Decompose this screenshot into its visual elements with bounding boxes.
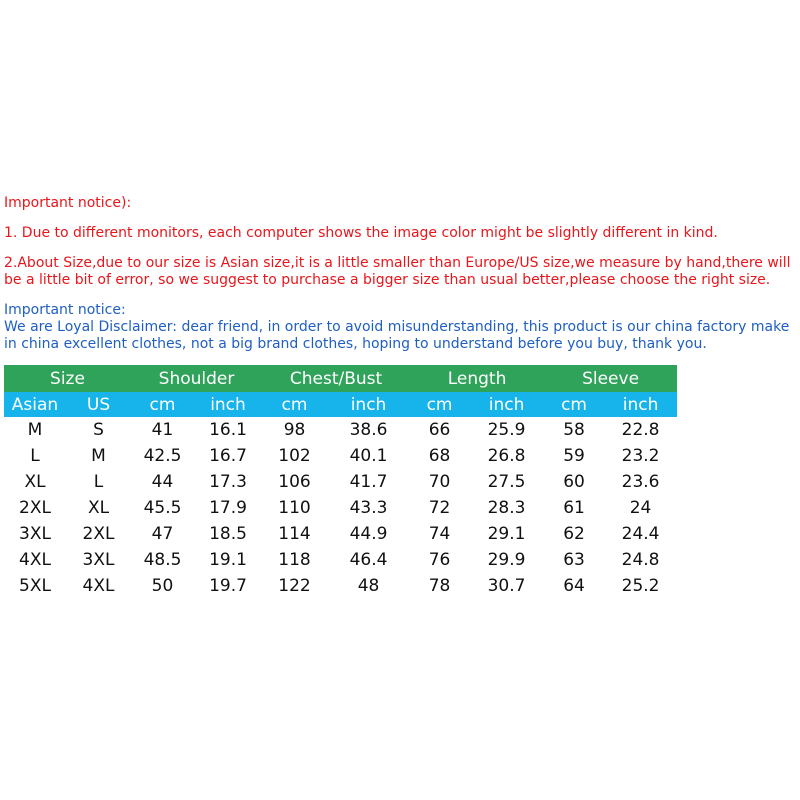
subheader-chest-inch: inch: [327, 392, 410, 417]
table-group-header-row: [4, 365, 677, 392]
subheader-shoulder-inch: inch: [194, 392, 262, 417]
cell-sleeve-cm: 62: [563, 524, 585, 544]
cell-sleeve-inch: 22.8: [621, 420, 660, 440]
cell-chest-cm: 110: [278, 498, 311, 518]
cell-length-inch: 30.7: [487, 576, 526, 596]
table-row: [4, 443, 677, 469]
cell-length-inch: 27.5: [487, 472, 526, 492]
cell-shoulder-cm: 45.5: [143, 498, 182, 518]
cell-length-inch: 25.9: [487, 420, 526, 440]
cell-sleeve-cm: 63: [563, 550, 585, 570]
cell-length-inch: 29.1: [487, 524, 526, 544]
cell-chest-inch: 41.7: [349, 472, 388, 492]
table-row: [4, 521, 677, 547]
subheader-sleeve-inch: inch: [604, 392, 677, 417]
cell-shoulder-cm: 42.5: [143, 446, 182, 466]
cell-us-size: M: [91, 446, 106, 466]
cell-length-inch: 28.3: [487, 498, 526, 518]
cell-chest-inch: 48: [357, 576, 380, 596]
cell-shoulder-inch: 17.3: [209, 472, 247, 492]
cell-asian-size: M: [27, 420, 43, 440]
cell-shoulder-inch: 19.1: [209, 550, 247, 570]
cell-sleeve-cm: 60: [563, 472, 585, 492]
notice-monitor-color: 1. Due to different monitors, each computer shows the image color might be slightly different in kind.: [4, 225, 718, 241]
subheader-sleeve-cm: cm: [544, 392, 604, 417]
cell-chest-inch: 43.3: [349, 498, 388, 518]
disclaimer-line-1: We are Loyal Disclaimer: dear friend, in order to avoid misunderstanding, this product is our china factory make: [4, 319, 790, 335]
cell-sleeve-cm: 61: [563, 498, 585, 518]
cell-sleeve-inch: 23.2: [621, 446, 660, 466]
cell-us-size: 2XL: [82, 524, 115, 544]
subheader-shoulder-cm: cm: [131, 392, 194, 417]
cell-shoulder-cm: 47: [151, 524, 174, 544]
cell-asian-size: XL: [24, 472, 46, 492]
subheader-length-inch: inch: [469, 392, 544, 417]
cell-shoulder-inch: 18.5: [209, 524, 247, 544]
cell-shoulder-cm: 50: [151, 576, 174, 596]
cell-length-inch: 26.8: [487, 446, 526, 466]
notice-size-line-2: be a little bit of error, so we suggest to purchase a bigger size than usual better,please choose the right size.: [4, 272, 771, 288]
cell-sleeve-cm: 59: [563, 446, 585, 466]
header-chest-bust: Chest/Bust: [262, 365, 410, 392]
cell-length-cm: 68: [428, 446, 451, 466]
cell-chest-inch: 46.4: [349, 550, 388, 570]
header-shoulder: Shoulder: [131, 365, 262, 392]
cell-chest-cm: 122: [278, 576, 311, 596]
cell-shoulder-inch: 16.7: [209, 446, 247, 466]
cell-shoulder-cm: 44: [151, 472, 174, 492]
cell-us-size: 4XL: [82, 576, 115, 596]
cell-sleeve-inch: 23.6: [621, 472, 660, 492]
cell-length-cm: 72: [428, 498, 451, 518]
header-size: Size: [4, 365, 131, 392]
table-row: [4, 469, 677, 495]
table-row: [4, 495, 677, 521]
cell-asian-size: 2XL: [19, 498, 51, 518]
cell-us-size: L: [93, 472, 104, 492]
cell-shoulder-cm: 41: [151, 420, 174, 440]
cell-sleeve-cm: 64: [563, 576, 585, 596]
cell-us-size: 3XL: [82, 550, 115, 570]
cell-chest-cm: 114: [278, 524, 311, 544]
cell-asian-size: 4XL: [19, 550, 51, 570]
cell-shoulder-inch: 19.7: [209, 576, 247, 596]
cell-length-cm: 70: [428, 472, 451, 492]
notice-size-line-1: 2.About Size,due to our size is Asian size,it is a little smaller than Europe/US size,we measure by hand,there will: [4, 255, 791, 271]
cell-length-cm: 78: [428, 576, 451, 596]
size-chart-table: [4, 365, 677, 599]
cell-chest-inch: 44.9: [349, 524, 388, 544]
table-row: [4, 417, 677, 443]
cell-sleeve-inch: 25.2: [621, 576, 660, 596]
cell-sleeve-inch: 24: [629, 498, 652, 518]
subheader-chest-cm: cm: [262, 392, 327, 417]
header-sleeve: Sleeve: [544, 365, 677, 392]
subheader-us: US: [66, 392, 131, 417]
notice-heading-red: Important notice):: [4, 195, 132, 211]
cell-chest-cm: 102: [278, 446, 311, 466]
disclaimer-line-2: in china excellent clothes, not a big brand clothes, hoping to understand before you buy, thank you.: [4, 336, 707, 352]
cell-shoulder-inch: 17.9: [209, 498, 247, 518]
cell-asian-size: 5XL: [19, 576, 51, 596]
cell-asian-size: L: [30, 446, 40, 466]
cell-chest-inch: 38.6: [349, 420, 388, 440]
cell-chest-cm: 98: [283, 420, 306, 440]
cell-sleeve-inch: 24.8: [621, 550, 660, 570]
cell-length-cm: 76: [428, 550, 451, 570]
table-subheader-row: [4, 392, 677, 417]
cell-sleeve-inch: 24.4: [621, 524, 660, 544]
cell-length-cm: 74: [428, 524, 451, 544]
cell-chest-cm: 118: [278, 550, 311, 570]
cell-length-cm: 66: [428, 420, 451, 440]
notice-heading-blue: Important notice:: [4, 302, 126, 318]
cell-asian-size: 3XL: [19, 524, 51, 544]
cell-us-size: S: [93, 420, 104, 440]
subheader-asian: Asian: [4, 392, 66, 417]
cell-sleeve-cm: 58: [563, 420, 585, 440]
cell-chest-cm: 106: [278, 472, 311, 492]
cell-shoulder-cm: 48.5: [143, 550, 182, 570]
cell-us-size: XL: [87, 498, 110, 518]
table-row: [4, 573, 677, 599]
table-row: [4, 547, 677, 573]
cell-shoulder-inch: 16.1: [209, 420, 247, 440]
header-length: Length: [410, 365, 544, 392]
cell-length-inch: 29.9: [487, 550, 526, 570]
size-rows: [4, 417, 677, 599]
cell-chest-inch: 40.1: [349, 446, 388, 466]
subheader-length-cm: cm: [410, 392, 469, 417]
